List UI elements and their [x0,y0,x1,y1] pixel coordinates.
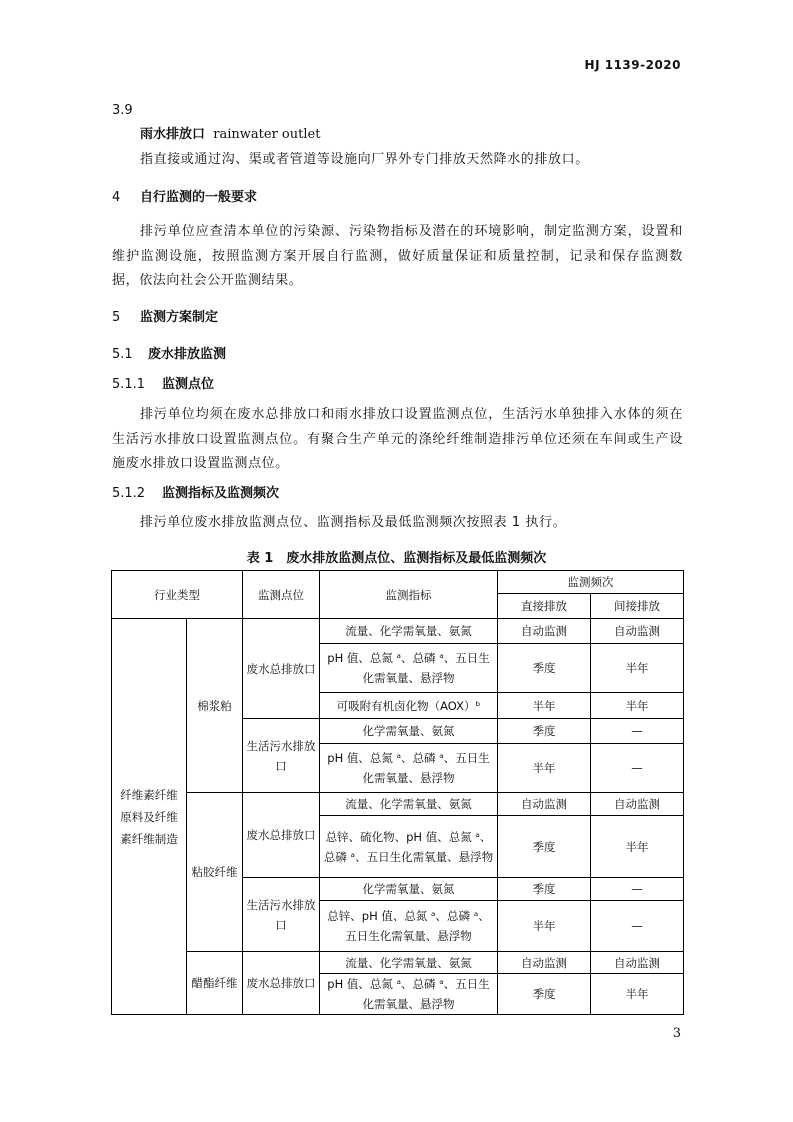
freq-direct: 半年 [498,693,591,719]
header-direct: 直接排放 [498,594,591,619]
point-total-outlet: 废水总排放口 [243,793,320,878]
section-5-1-2-title: 监测指标及监测频次 [162,486,280,501]
section-4-body: 排污单位应查清本单位的污染源、污染物指标及潜在的环境影响，制定监测方案，设置和维护监测设施，按照监测方案开展自行监测，做好质量保证和质量控制，记录和保存监测数据，依法向社会公开监测结果。 [112,224,683,288]
indicator: 流量、化学需氧量、氨氮 [320,952,498,974]
monitoring-table [111,570,684,1015]
freq-direct: 自动监测 [498,619,591,644]
table-row [112,619,684,644]
section-3-9-term-line [140,127,320,143]
point-total-outlet: 废水总排放口 [243,952,320,1015]
freq-indirect: 自动监测 [591,952,684,974]
freq-direct: 季度 [498,816,591,878]
freq-indirect: — [591,901,684,952]
freq-direct: 自动监测 [498,952,591,974]
page-number: 3 [672,1026,681,1041]
indicator: pH 值、总氮 ᵃ、总磷 ᵃ、五日生化需氧量、悬浮物 [320,644,498,693]
freq-indirect: 自动监测 [591,793,684,816]
freq-indirect: 半年 [591,644,684,693]
indicator: 化学需氧量、氨氮 [320,719,498,744]
indicator: 总锌、pH 值、总氮 ᵃ、总磷 ᵃ、五日生化需氧量、悬浮物 [320,901,498,952]
header-indirect: 间接排放 [591,594,684,619]
section-5-1-2-body: 排污单位废水排放监测点位、监测指标及最低监测频次按照表 1 执行。 [140,515,567,530]
point-total-outlet: 废水总排放口 [243,619,320,719]
header-indicator: 监测指标 [320,571,498,619]
freq-direct: 季度 [498,719,591,744]
freq-direct: 季度 [498,878,591,901]
section-3-9-number: 3.9 [112,103,133,118]
freq-indirect: 半年 [591,693,684,719]
table-caption: 表 1 废水排放监测点位、监测指标及最低监测频次 [246,551,547,566]
indicator: 流量、化学需氧量、氨氮 [320,793,498,816]
document-code: HJ 1139-2020 [584,58,681,72]
section-5-number: 5 [112,310,121,325]
freq-direct: 半年 [498,901,591,952]
section-4-title: 自行监测的一般要求 [140,190,258,205]
subindustry-cotton-pulp: 棉浆粕 [187,619,243,793]
indicator: 流量、化学需氧量、氨氮 [320,619,498,644]
freq-direct: 自动监测 [498,793,591,816]
industry-group: 纤维素纤维原料及纤维素纤维制造 [112,619,187,1015]
indicator: 总锌、硫化物、pH 值、总氮 ᵃ、总磷 ᵃ、五日生化需氧量、悬浮物 [320,816,498,878]
freq-direct: 季度 [498,974,591,1015]
point-domestic-outlet: 生活污水排放口 [243,878,320,952]
subindustry-acetate: 醋酯纤维 [187,952,243,1015]
section-5-1-number: 5.1 [112,347,133,362]
freq-indirect: — [591,719,684,744]
freq-direct: 季度 [498,644,591,693]
section-5-1-1-body: 排污单位均须在废水总排放口和雨水排放口设置监测点位，生活污水单独排入水体的须在生活污水排放口设置监测点位。有聚合生产单元的涤纶纤维制造排污单位还须在车间或生产设施废水排放口设置监测点位。 [112,407,683,471]
indicator: 化学需氧量、氨氮 [320,878,498,901]
table-row [112,793,684,816]
point-domestic-outlet: 生活污水排放口 [243,719,320,793]
section-3-9-definition: 指直接或通过沟、渠或者管道等设施向厂界外专门排放天然降水的排放口。 [140,152,589,167]
indicator: 可吸附有机卤化物（AOX）ᵇ [320,693,498,719]
subindustry-viscose: 粘胶纤维 [187,793,243,952]
indicator: pH 值、总氮 ᵃ、总磷 ᵃ、五日生化需氧量、悬浮物 [320,744,498,793]
freq-indirect: 半年 [591,816,684,878]
header-point: 监测点位 [243,571,320,619]
section-5-1-2-number: 5.1.2 [112,486,146,501]
freq-direct: 半年 [498,744,591,793]
freq-indirect: — [591,744,684,793]
freq-indirect: 半年 [591,974,684,1015]
freq-indirect: — [591,878,684,901]
term-zh: 雨水排放口 [140,127,206,142]
section-4-number: 4 [112,190,121,205]
freq-indirect: 自动监测 [591,619,684,644]
term-en: rainwater outlet [213,127,321,142]
section-5-title: 监测方案制定 [140,310,219,325]
table-row [112,952,684,974]
section-5-1-1-title: 监测点位 [162,377,215,392]
section-5-1-1-number: 5.1.1 [112,377,146,392]
header-frequency: 监测频次 [498,571,684,594]
indicator: pH 值、总氮 ᵃ、总磷 ᵃ、五日生化需氧量、悬浮物 [320,974,498,1015]
header-industry: 行业类型 [112,571,243,619]
section-5-1-title: 废水排放监测 [148,347,227,362]
